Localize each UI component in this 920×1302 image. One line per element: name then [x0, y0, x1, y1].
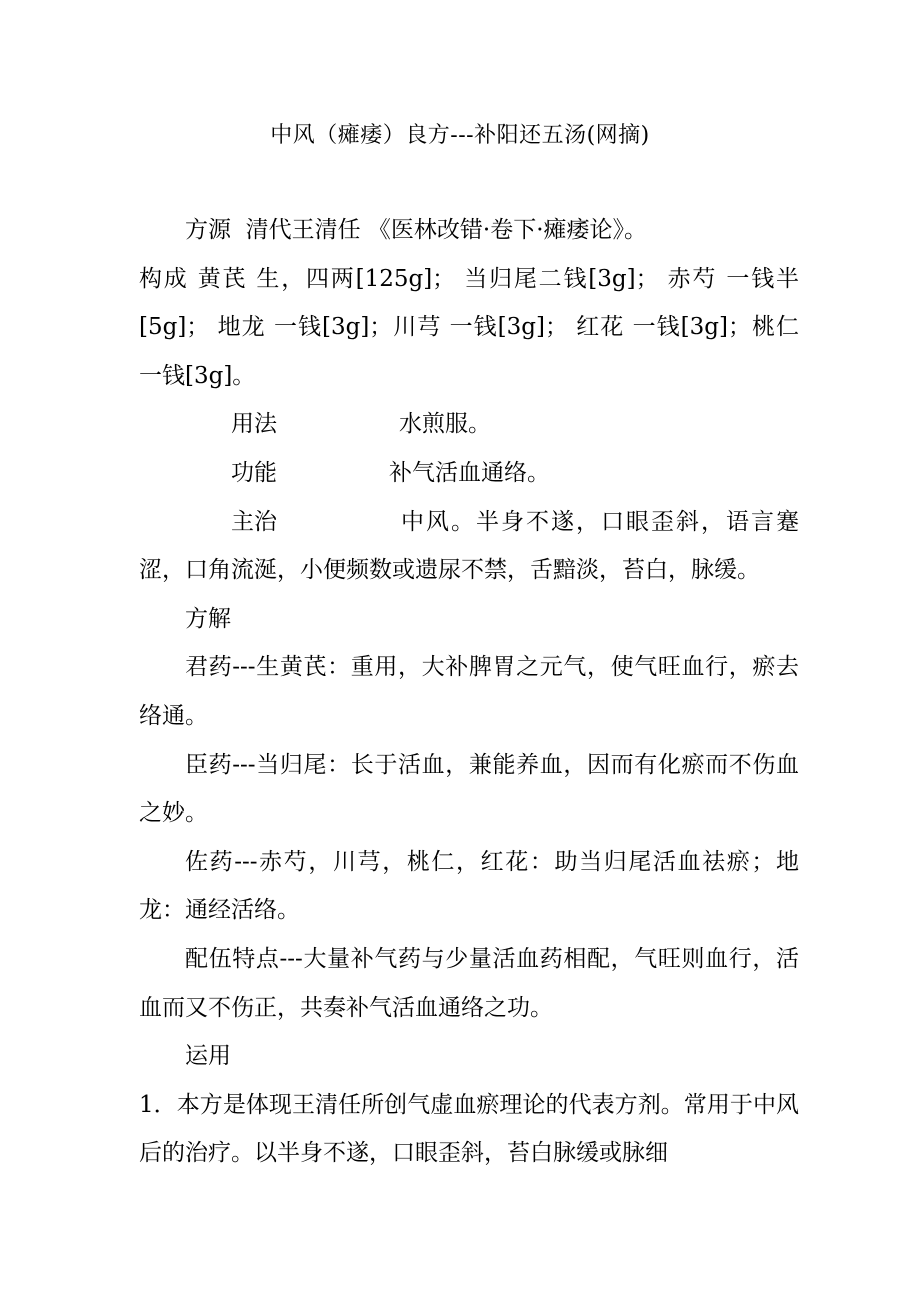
function-label: 功能 — [231, 459, 277, 486]
source-paragraph — [139, 206, 799, 255]
analysis-item-minister: 臣药---当归尾：长于活血，兼能养血，因而有化瘀而不伤血之妙。 — [139, 751, 799, 827]
analysis-heading: 方解 — [185, 605, 231, 632]
document-title: 中风（瘫痿）良方---补阳还五汤(网摘) — [270, 123, 650, 148]
document-body — [139, 206, 799, 1178]
indication-text: 中风。半身不遂，口眼歪斜，语言蹇涩，口角流涎，小便频数或遗尿不禁，舌黯淡，苔白，脉缓。 — [139, 508, 799, 584]
source-text: 清代王清任 《医林改错·卷下·瘫痿论》。 — [245, 217, 648, 243]
indication-paragraph — [139, 498, 799, 595]
application-item-1: 1．本方是体现王清任所创气虚血瘀理论的代表方剂。常用于中风后的治疗。以半身不遂，口眼歪斜，苔白脉缓或脉细 — [139, 1091, 799, 1167]
indication-label: 主治 — [231, 508, 277, 535]
source-label: 方源 — [185, 217, 231, 243]
function-paragraph — [139, 449, 799, 498]
usage-text: 水煎服。 — [399, 411, 491, 438]
analysis-item-assistant: 佐药---赤芍，川芎，桃仁，红花：助当归尾活血祛瘀；地龙：通经活络。 — [139, 848, 799, 924]
analysis-item-compatibility: 配伍特点---大量补气药与少量活血药相配，气旺则血行，活血而又不伤正，共奏补气活血通络之功。 — [139, 945, 799, 1021]
analysis-item-monarch: 君药---生黄芪：重用，大补脾胃之元气，使气旺血行，瘀去络通。 — [139, 654, 799, 729]
application-heading: 运用 — [185, 1043, 231, 1070]
usage-label: 用法 — [231, 411, 277, 438]
usage-paragraph — [139, 400, 799, 449]
function-text: 补气活血通络。 — [389, 459, 550, 486]
composition-paragraph: 构成 黄芪 生，四两[125g]； 当归尾二钱[3g]； 赤芍 一钱半[5g]； 地龙 一钱[3g]；川芎 一钱[3g]； 红花 一钱[3g]；桃仁一钱[3g]。 — [139, 265, 799, 389]
